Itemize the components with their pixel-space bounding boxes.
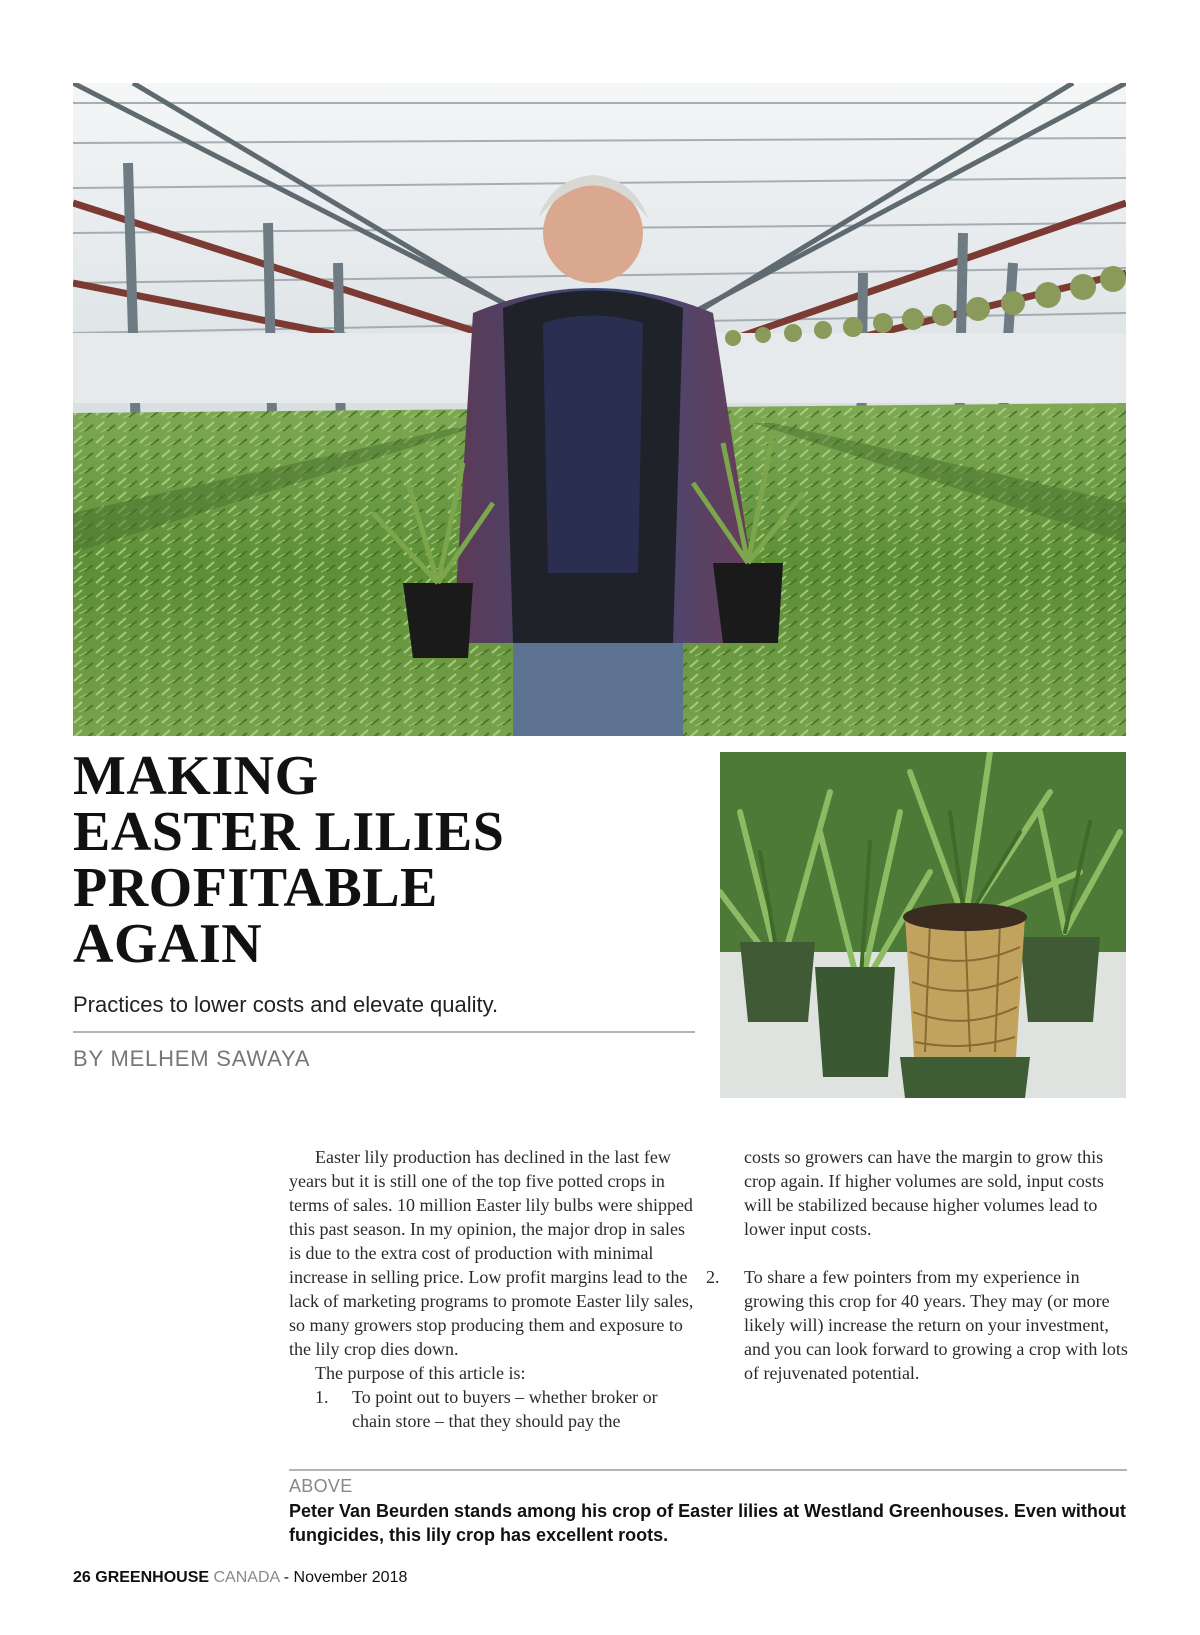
headline-line: EASTER LILIES — [73, 801, 505, 863]
caption-label: ABOVE — [289, 1476, 353, 1496]
list-item — [706, 1265, 1129, 1385]
headline-line: AGAIN — [73, 913, 263, 975]
magazine-name: GREENHOUSE — [95, 1569, 210, 1586]
article-headline — [73, 745, 693, 975]
body-paragraph: costs so growers can have the margin to grow this crop again. If higher volumes are sold, input costs will be stabilized because higher volumes lead to lower input costs. — [744, 1147, 1104, 1239]
body-paragraph: The purpose of this article is: — [315, 1363, 526, 1383]
article-byline: BY MELHEM SAWAYA — [73, 1046, 311, 1071]
page-folio — [73, 1569, 407, 1587]
article-deck: Practices to lower costs and elevate quality. — [73, 992, 499, 1017]
page-number: 26 — [73, 1569, 91, 1586]
issue-date: - November 2018 — [283, 1569, 408, 1586]
main-photo-greenhouse — [73, 83, 1126, 736]
body-paragraph: Easter lily production has declined in the last few years but it is still one of the top five potted crops in terms of sales. 10 million Easter lily bulbs were shipped this past season. In my opinion, the major drop in sales is due to the extra cost of production with minimal increase in selling price. Low profit margins lead to the lack of marketing programs to promote Easter lily sales, so many growers stop producing them and exposure to the lily crop dies down. — [289, 1147, 694, 1359]
list-number: 1. — [315, 1387, 329, 1407]
list-number: 2. — [706, 1267, 720, 1287]
magazine-name-secondary: CANADA — [213, 1569, 280, 1586]
divider — [73, 1031, 695, 1033]
list-item — [289, 1385, 699, 1433]
caption-text: Peter Van Beurden stands among his crop of Easter lilies at Westland Greenhouses. Even without fungicides, this lily crop has excellent roots. — [289, 1501, 1126, 1545]
headline-line: MAKING — [73, 745, 319, 807]
side-photo-lily-roots — [720, 752, 1126, 1098]
list-item-text: To point out to buyers – whether broker or chain store – that they should pay the — [352, 1387, 658, 1431]
body-column-right — [706, 1145, 1129, 1385]
divider — [289, 1469, 1127, 1471]
body-column-left — [289, 1145, 699, 1433]
list-item-text: To share a few pointers from my experience in growing this crop for 40 years. They may (or more likely will) increase the return on your investment, and you can look forward to growing a crop with lots of rejuvenated potential. — [744, 1267, 1128, 1383]
headline-line: PROFITABLE — [73, 857, 438, 919]
